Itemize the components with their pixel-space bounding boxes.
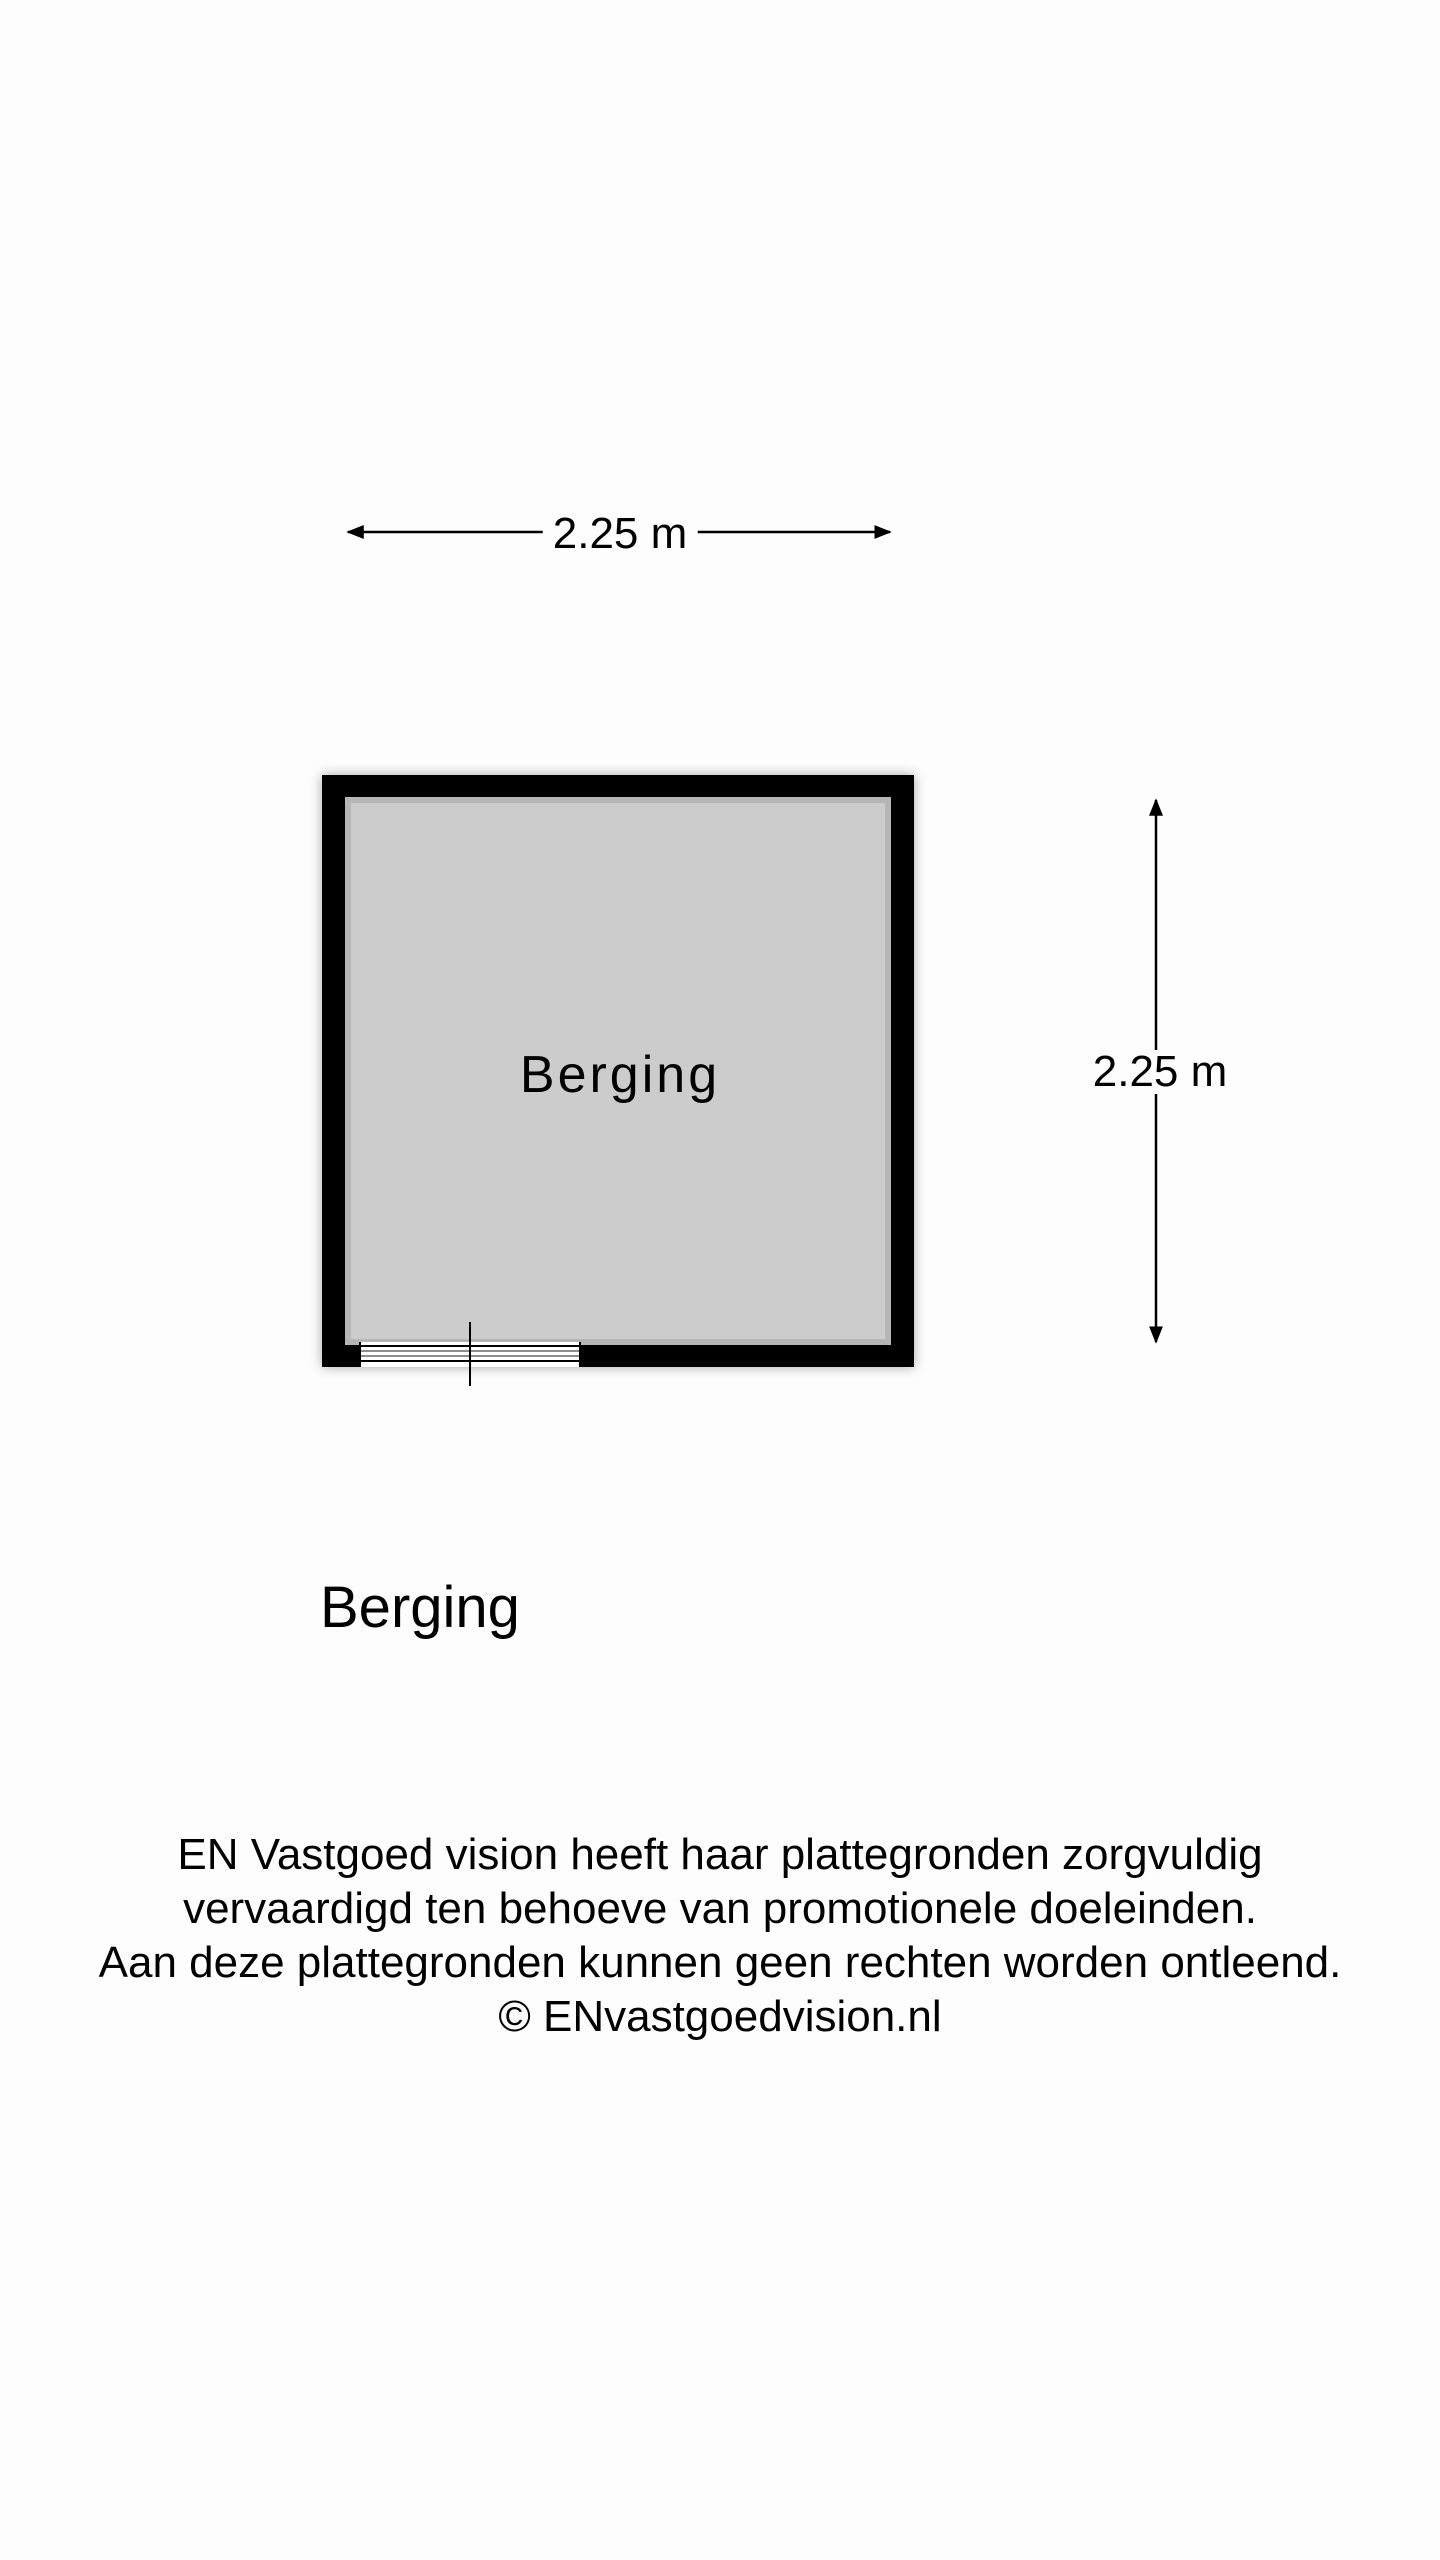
disclaimer-line: EN Vastgoed vision heeft haar plattegronden zorgvuldig [177, 1830, 1263, 1879]
disclaimer [0, 1828, 1440, 2044]
disclaimer-line: vervaardigd ten behoeve van promotionele doeleinden. [183, 1884, 1257, 1933]
disclaimer-line: Aan deze plattegronden kunnen geen rechten worden ontleend. [98, 1938, 1342, 1987]
floor-title: Berging [320, 1575, 520, 1640]
room-label: Berging [519, 1046, 721, 1104]
width-dimension-label: 2.25 m [543, 512, 698, 556]
depth-dimension-label: 2.25 m [1083, 1050, 1238, 1094]
copyright-line: © ENvastgoedvision.nl [498, 1992, 942, 2041]
